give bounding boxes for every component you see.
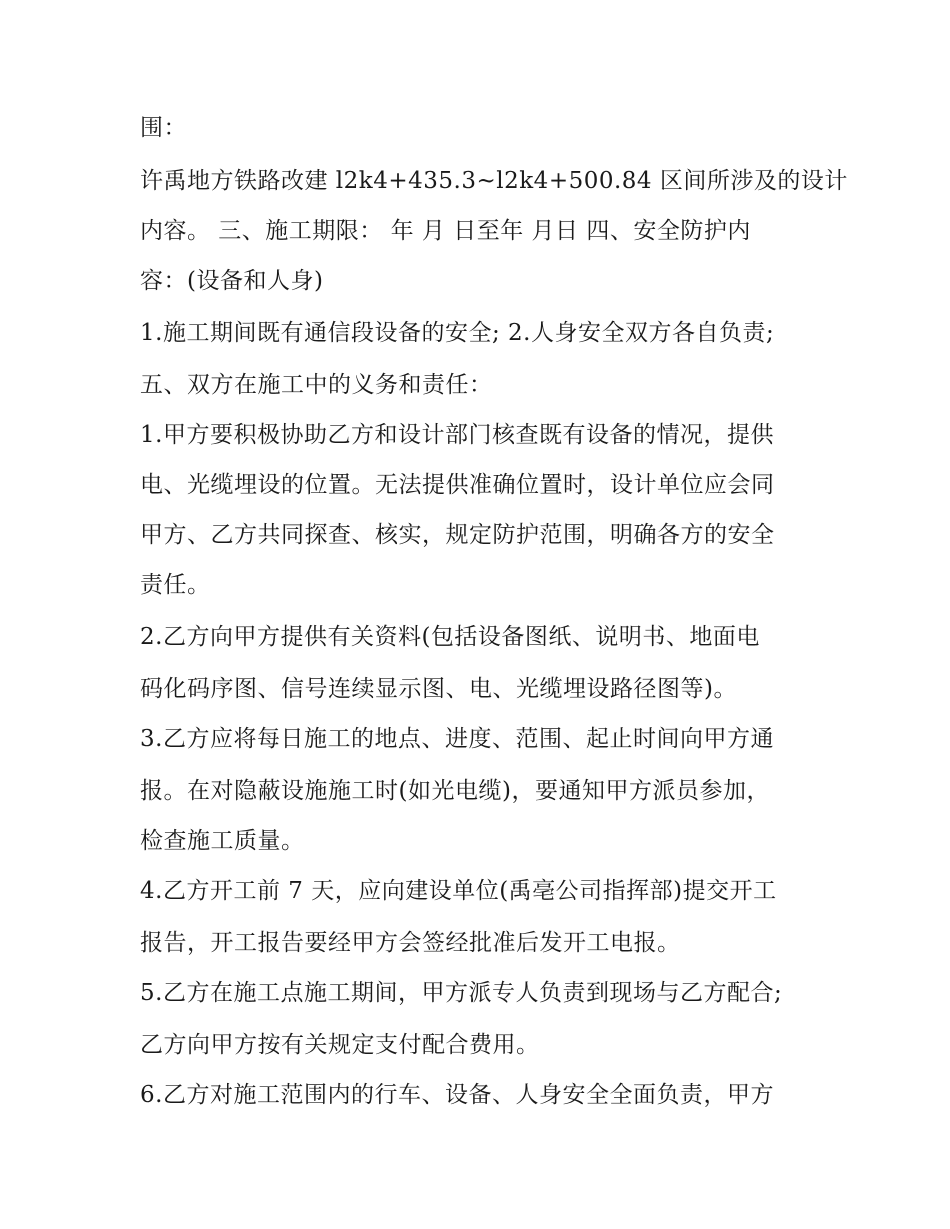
text-line: 责任。 bbox=[140, 572, 211, 598]
text-line: 6.乙方对施工范围内的行车、设备、人身安全全面负责，甲方 bbox=[140, 1082, 774, 1108]
text-line: 电、光缆埋设的位置。无法提供准确位置时，设计单位应会同 bbox=[140, 472, 775, 498]
text-line: 2.乙方向甲方提供有关资料(包括设备图纸、说明书、地面电 bbox=[140, 624, 760, 650]
text-line: 5.乙方在施工点施工期间，甲方派专人负责到现场与乙方配合; bbox=[140, 980, 783, 1006]
text-line: 码化码序图、信号连续显示图、电、光缆埋设路径图等)。 bbox=[140, 676, 737, 702]
text-line: 报。在对隐蔽设施施工时(如光电缆)，要通知甲方派员参加， bbox=[140, 778, 770, 804]
text-line: 容：(设备和人身) bbox=[140, 268, 324, 294]
text-line: 4.乙方开工前 7 天，应向建设单位(禹亳公司指挥部)提交开工 bbox=[140, 878, 777, 904]
text-line: 3.乙方应将每日施工的地点、进度、范围、起止时间向甲方通 bbox=[140, 726, 774, 752]
section-heading: 五、双方在施工中的义务和责任： bbox=[140, 372, 493, 398]
text-line: 围： bbox=[140, 115, 187, 141]
text-line: 乙方向甲方按有关规定支付配合费用。 bbox=[140, 1032, 540, 1058]
text-line: 1.施工期间既有通信段设备的安全; 2.人身安全双方各自负责; bbox=[140, 320, 775, 346]
text-line: 内容。 三、施工期限： 年 月 日至年 月日 四、安全防护内 bbox=[140, 218, 751, 244]
text-line: 1.甲方要积极协助乙方和设计部门核查既有设备的情况，提供 bbox=[140, 422, 774, 448]
text-line: 许禹地方铁路改建 l2k4+435.3~l2k4+500.84 区间所涉及的设计 bbox=[140, 168, 848, 194]
text-line: 报告，开工报告要经甲方会签经批准后发开工电报。 bbox=[140, 930, 681, 956]
text-line: 检查施工质量。 bbox=[140, 828, 305, 854]
text-line: 甲方、乙方共同探查、核实，规定防护范围，明确各方的安全 bbox=[140, 522, 775, 548]
